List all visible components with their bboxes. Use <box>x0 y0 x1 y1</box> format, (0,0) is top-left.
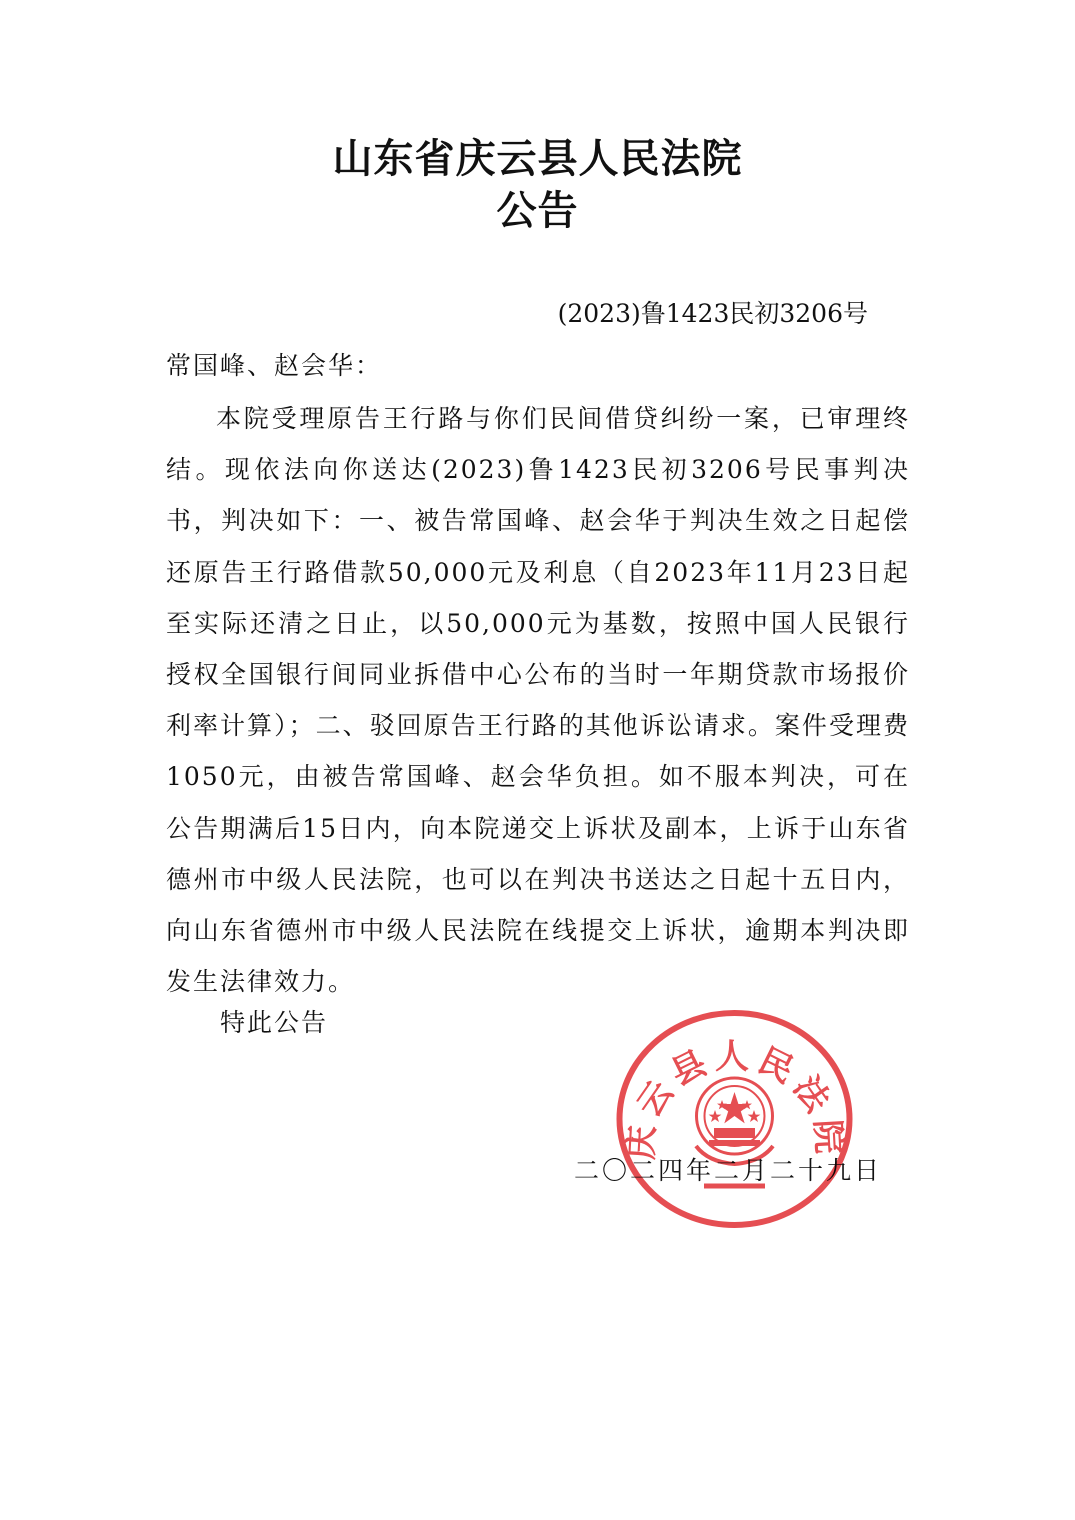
judgment-body: 本院受理原告王行路与你们民间借贷纠纷一案，已审理终结。现依法向你送达(2023)鲁1423民初3206号民事判决书，判决如下：一、被告常国峰、赵会华于判决生效之日起偿还原告王行路借款50,000元及利息（自2023年11月23日起至实际还清之日止，以50,000元为基数，按照中国人民银行授权全国银行间同业拆借中心公布的当时一年期贷款市场报价利率计算）；二、驳回原告王行路的其他诉讼请求。案件受理费1050元，由被告常国峰、赵会华负担。如不服本判决，可在公告期满后15日内，向本院递交上诉状及副本，上诉于山东省德州市中级人民法院，也可以在判决书送达之日起十五日内，向山东省德州市中级人民法院在线提交上诉状，逾期本判决即发生法律效力。 <box>166 404 910 997</box>
closing-line: 特此公告 <box>220 1008 329 1037</box>
case-number: (2023)鲁1423民初3206号 <box>557 299 868 328</box>
issue-date: 二〇二四年二月二十九日 <box>573 1156 882 1185</box>
addressee: 常国峰、赵会华： <box>166 351 383 380</box>
seal-text: 庆云县人民法院 <box>621 1037 849 1161</box>
national-emblem-icon <box>696 1078 773 1164</box>
court-seal <box>612 1006 857 1232</box>
notice-title: 公告 <box>496 187 579 234</box>
court-name: 山东省庆云县人民法院 <box>332 135 743 182</box>
